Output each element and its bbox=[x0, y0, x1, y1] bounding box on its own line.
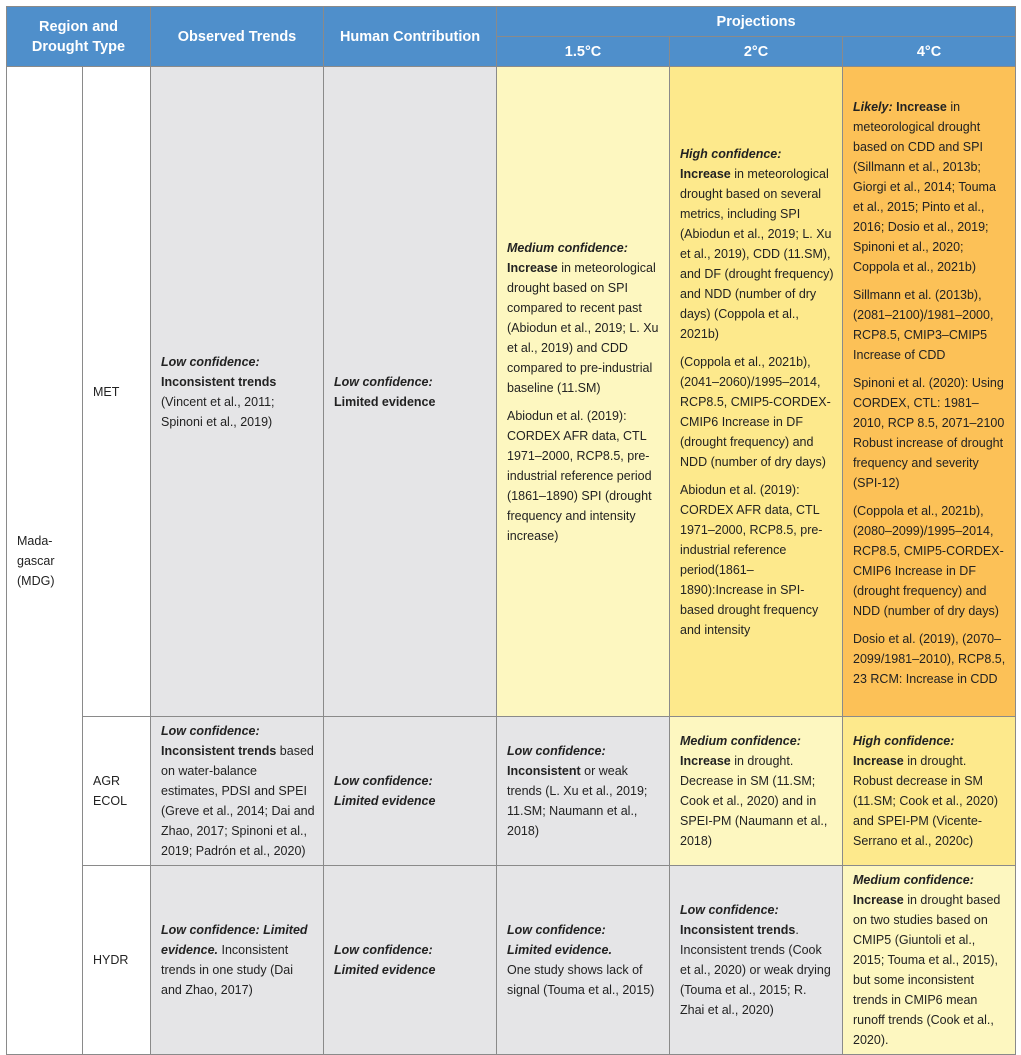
agr-observed-cell bbox=[151, 717, 324, 866]
hydr-4c-confidence: Medium confidence: bbox=[853, 873, 974, 887]
agr-proj-4c-cell bbox=[843, 717, 1016, 866]
met-human-cell bbox=[324, 67, 497, 717]
hydr-human-cell bbox=[324, 866, 497, 1055]
hydr-4c-keyword: Increase bbox=[853, 893, 904, 907]
met-observed-keyword: Inconsistent trends bbox=[161, 374, 277, 389]
drought-type-hydr: HYDR bbox=[83, 866, 151, 1055]
met-1-5c-text: in meteorological drought based on SPI compared to recent past (Abiodun et al., 2019; L. Xu et al., 2019) and CDD compared to pre-industrial baseline (11.SM) bbox=[507, 260, 659, 395]
met-observed-cell bbox=[151, 67, 324, 717]
agr-proj-1-5c-cell bbox=[497, 717, 670, 866]
drought-table bbox=[6, 6, 1016, 1055]
header-human-contribution: Human Contribution bbox=[324, 7, 497, 67]
met-1-5c-keyword: Increase bbox=[507, 260, 558, 275]
agr-2c-confidence: Medium confidence: bbox=[680, 734, 801, 748]
met-proj-2c-cell bbox=[670, 67, 843, 717]
agr-2c-text: in drought. Decrease in SM (11.SM; Cook et al., 2020) and in SPEI-PM (Naumann et al., 2018) bbox=[680, 754, 828, 848]
hydr-observed-text: Inconsistent trends in one study (Dai and Zhao, 2017) bbox=[161, 943, 294, 997]
met-proj-1-5c-cell bbox=[497, 67, 670, 717]
hydr-2c-confidence: Low confidence: bbox=[680, 903, 779, 917]
table-row-met bbox=[7, 67, 1016, 717]
met-4c-detail-3: (Coppola et al., 2021b), (2080–2099)/1995–2014, RCP8.5, CMIP5-CORDEX-CMIP6 Increase in DF (drought frequency) and NDD (number of dry days) bbox=[853, 503, 1004, 618]
agr-human-cell bbox=[324, 717, 497, 866]
hydr-2c-keyword: Inconsistent trends bbox=[680, 923, 796, 937]
agr-human-evidence: Limited evidence bbox=[334, 794, 436, 808]
agr-human-confidence: Low confidence: bbox=[334, 774, 433, 788]
met-1-5c-detail: Abiodun et al. (2019): CORDEX AFR data, CTL 1971–2000, RCP8.5, pre-industrial reference period (1861–1890) SPI (drought frequency and intensity increase) bbox=[507, 408, 652, 543]
met-2c-keyword: Increase bbox=[680, 166, 731, 181]
hydr-proj-1-5c-cell bbox=[497, 866, 670, 1055]
met-proj-4c-cell bbox=[843, 67, 1016, 717]
table-row-hydr bbox=[7, 866, 1016, 1055]
agr-1-5c-confidence: Low confidence: bbox=[507, 744, 606, 758]
met-4c-detail-1: Sillmann et al. (2013b), (2081–2100)/1981–2000, RCP8.5, CMIP3–CMIP5 Increase of CDD bbox=[853, 287, 994, 362]
drought-type-ecol: ECOL bbox=[93, 794, 128, 808]
hydr-human-evidence: Limited evidence bbox=[334, 963, 436, 977]
hydr-1-5c-evidence: Limited evidence. bbox=[507, 943, 612, 957]
agr-4c-text: in drought. Robust decrease in SM (11.SM; Cook et al., 2020) and SPEI-PM (Vicente-Serrano et al., 2020c) bbox=[853, 754, 998, 848]
hydr-proj-2c-cell: Low confidence: Inconsistent trends. Inconsistent trends (Cook et al., 2020) or weak drying (Touma et al., 2015; R. Zhai et al., 2020) bbox=[670, 866, 843, 1055]
header-observed-trends: Observed Trends bbox=[151, 7, 324, 67]
table-row-agr-ecol bbox=[7, 717, 1016, 866]
hydr-human-confidence: Low confidence: bbox=[334, 943, 433, 957]
drought-type-met: MET bbox=[83, 67, 151, 717]
hydr-4c-text: in drought based on two studies based on CMIP5 (Giuntoli et al., 2015; Touma et al., 2015), but some inconsistent trends in CMIP6 mean runoff trends (Cook et al., 2020). bbox=[853, 893, 1001, 1047]
met-2c-confidence: High confidence: bbox=[680, 146, 782, 161]
hydr-1-5c-confidence: Low confidence: bbox=[507, 923, 606, 937]
hydr-observed-confidence: Low confidence: Limited evidence. bbox=[161, 923, 308, 957]
agr-4c-keyword: Increase bbox=[853, 754, 904, 768]
met-2c-detail-2: Abiodun et al. (2019): CORDEX AFR data, CTL 1971–2000, RCP8.5, pre-industrial reference period(1861–1890):Increase in SPI-based drought frequency and intensity bbox=[680, 482, 823, 637]
met-human-confidence: Low confidence: bbox=[334, 374, 433, 389]
met-4c-text: in meteorological drought based on CDD and SPI (Sillmann et al., 2013b; Giorgi et al., 2014; Touma et al., 2015; Pinto et al., 2016; Dosio et al., 2019; Spinoni et al., 2020; Coppola et al., 2021b) bbox=[853, 99, 996, 274]
met-human-keyword: Limited evidence bbox=[334, 394, 436, 409]
hydr-observed-cell bbox=[151, 866, 324, 1055]
agr-2c-keyword: Increase bbox=[680, 754, 731, 768]
header-2c: 2°C bbox=[670, 37, 843, 67]
header-region-type: Region and Drought Type bbox=[7, 7, 151, 67]
drought-type-agr-ecol bbox=[83, 717, 151, 866]
hydr-proj-4c-cell bbox=[843, 866, 1016, 1055]
met-4c-confidence: Likely: bbox=[853, 99, 893, 114]
agr-1-5c-text: or weak trends (L. Xu et al., 2019; 11.SM; Naumann et al., 2018) bbox=[507, 764, 648, 838]
hydr-1-5c-text: One study shows lack of signal (Touma et al., 2015) bbox=[507, 963, 655, 997]
header-projections: Projections bbox=[497, 7, 1016, 37]
met-observed-ref-2: Spinoni et al., 2019) bbox=[161, 414, 273, 429]
met-2c-text: in meteorological drought based on several metrics, including SPI (Abiodun et al., 2019; L. Xu et al., 2019), CDD (11.SM), and DF (drought frequency) and NDD (number of dry days) (Coppola et al., 2021b) bbox=[680, 166, 834, 341]
met-observed-ref-1: (Vincent et al., 2011; bbox=[161, 394, 275, 409]
met-4c-detail-2: Spinoni et al. (2020): Using CORDEX, CTL: 1981–2010, RCP 8.5, 2071–2100 Robust increase of drought frequency and severity (SPI-12) bbox=[853, 375, 1005, 490]
met-observed-confidence: Low confidence: bbox=[161, 354, 260, 369]
header-1-5c: 1.5°C bbox=[497, 37, 670, 67]
drought-table-wrapper bbox=[6, 6, 1016, 1055]
region-line-3: (MDG) bbox=[17, 573, 55, 588]
agr-1-5c-keyword: Inconsistent bbox=[507, 764, 581, 778]
drought-type-agr: AGR bbox=[93, 774, 121, 788]
met-2c-detail-1: (Coppola et al., 2021b), (2041–2060)/1995–2014, RCP8.5, CMIP5-CORDEX-CMIP6 Increase in DF (drought frequency) and NDD (number of dry days) bbox=[680, 354, 831, 469]
agr-observed-text: based on water-balance estimates, PDSI and SPEI (Greve et al., 2014; Dai and Zhao, 2017; Spinoni et al., 2019; Padrón et al., 2020) bbox=[161, 744, 315, 858]
region-line-2: gascar bbox=[17, 553, 55, 568]
region-line-1: Mada- bbox=[17, 533, 53, 548]
met-4c-keyword: Increase bbox=[896, 99, 947, 114]
agr-observed-keyword: Inconsistent trends bbox=[161, 744, 277, 758]
hydr-2c-text: Inconsistent trends (Cook et al., 2020) or weak drying (Touma et al., 2015; R. Zhai et al., 2020) bbox=[680, 943, 831, 1017]
header-4c: 4°C bbox=[843, 37, 1016, 67]
agr-proj-2c-cell bbox=[670, 717, 843, 866]
region-cell bbox=[7, 67, 83, 1055]
agr-observed-confidence: Low confidence: bbox=[161, 724, 260, 738]
agr-4c-confidence: High confidence: bbox=[853, 734, 955, 748]
met-1-5c-confidence: Medium confidence: bbox=[507, 240, 628, 255]
met-4c-detail-4: Dosio et al. (2019), (2070–2099/1981–2010), RCP8.5, 23 RCM: Increase in CDD bbox=[853, 631, 1006, 686]
